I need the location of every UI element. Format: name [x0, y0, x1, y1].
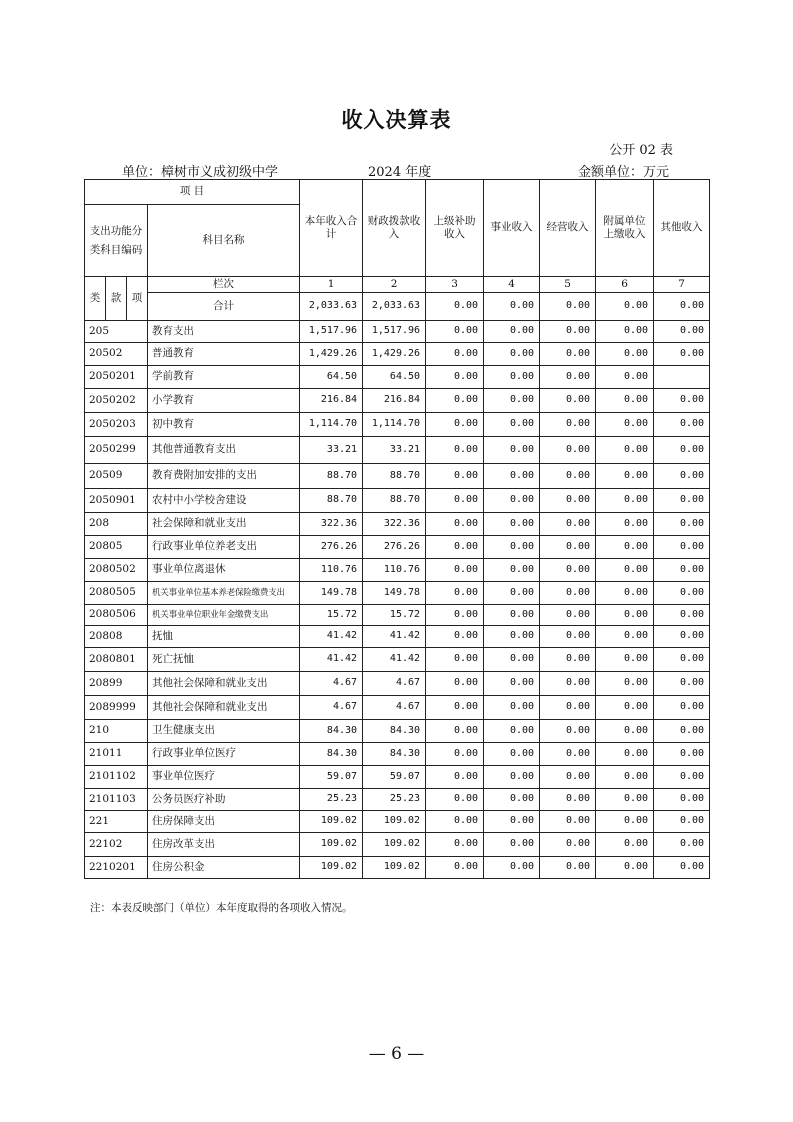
row-value: 0.00: [484, 559, 540, 582]
row-name: 公务员医疗补助: [148, 789, 300, 811]
row-value: 110.76: [300, 559, 363, 582]
lei-header: 类: [85, 277, 106, 321]
total-value: 0.00: [426, 293, 484, 321]
row-value: 322.36: [300, 513, 363, 536]
row-name: 事业单位离退休: [148, 559, 300, 582]
row-value: 0.00: [540, 789, 596, 811]
row-value: 0.00: [596, 605, 654, 626]
row-code: 20509: [85, 464, 148, 489]
row-code: 22102: [85, 833, 148, 857]
table-row: [85, 672, 710, 696]
row-value: 109.02: [300, 833, 363, 857]
total-value: 0.00: [540, 293, 596, 321]
total-label: 合计: [148, 293, 300, 321]
row-value: 1,517.96: [300, 321, 363, 343]
row-value: 0.00: [484, 366, 540, 389]
row-value: 1,114.70: [363, 413, 426, 437]
table-row: [85, 513, 710, 536]
table-row: [85, 648, 710, 672]
row-value: 4.67: [300, 672, 363, 696]
row-name: 事业单位医疗: [148, 766, 300, 789]
col-number: 7: [654, 277, 710, 293]
row-value: 25.23: [363, 789, 426, 811]
row-value: 0.00: [484, 437, 540, 464]
xiang-header: 项: [127, 277, 148, 321]
row-value: 0.00: [540, 413, 596, 437]
row-value: 109.02: [363, 857, 426, 879]
row-value: 109.02: [363, 811, 426, 833]
page-title: 收入决算表: [341, 108, 452, 132]
table-row: [85, 605, 710, 626]
row-value: 0.00: [426, 437, 484, 464]
row-value: 0.00: [540, 672, 596, 696]
row-value: 0.00: [654, 648, 710, 672]
row-code: 20808: [85, 626, 148, 648]
row-value: 0.00: [426, 489, 484, 513]
row-value: 0.00: [596, 437, 654, 464]
row-code: 20899: [85, 672, 148, 696]
row-value: 84.30: [300, 743, 363, 766]
row-name: 小学教育: [148, 389, 300, 413]
row-code: 2050201: [85, 366, 148, 389]
row-value: 0.00: [426, 389, 484, 413]
row-value: 0.00: [540, 437, 596, 464]
row-value: 84.30: [363, 720, 426, 743]
row-value: 216.84: [363, 389, 426, 413]
row-value: 322.36: [363, 513, 426, 536]
table-row: [85, 343, 710, 366]
row-value: 0.00: [654, 321, 710, 343]
row-value: 0.00: [596, 626, 654, 648]
row-value: 110.76: [363, 559, 426, 582]
row-value: 0.00: [484, 789, 540, 811]
row-code: 2101103: [85, 789, 148, 811]
row-value: 0.00: [540, 857, 596, 879]
row-value: 0.00: [426, 766, 484, 789]
row-value: 0.00: [596, 513, 654, 536]
row-value: 0.00: [596, 648, 654, 672]
col-number: 5: [540, 277, 596, 293]
row-value: 0.00: [654, 559, 710, 582]
row-code: 208: [85, 513, 148, 536]
row-name: 卫生健康支出: [148, 720, 300, 743]
total-value: 0.00: [654, 293, 710, 321]
row-value: 0.00: [596, 720, 654, 743]
col-header-affiliated-income: 附属单位上缴收入: [596, 180, 654, 277]
row-value: 0.00: [654, 696, 710, 720]
row-value: 0.00: [654, 489, 710, 513]
name-column-header: 科目名称: [148, 205, 300, 277]
col-header-other-income: 其他收入: [654, 180, 710, 277]
row-value: 0.00: [654, 343, 710, 366]
row-name: 农村中小学校舍建设: [148, 489, 300, 513]
row-name: 其他普通教育支出: [148, 437, 300, 464]
row-value: 84.30: [363, 743, 426, 766]
table-row: [85, 559, 710, 582]
row-name: 学前教育: [148, 366, 300, 389]
row-value: 0.00: [426, 833, 484, 857]
row-value: 41.42: [363, 626, 426, 648]
row-name: 初中教育: [148, 413, 300, 437]
table-row: [85, 857, 710, 879]
row-name: 住房改革支出: [148, 833, 300, 857]
table-row: [85, 366, 710, 389]
row-name: 其他社会保障和就业支出: [148, 672, 300, 696]
row-value: 0.00: [426, 366, 484, 389]
row-value: 0.00: [596, 766, 654, 789]
row-value: 0.00: [540, 559, 596, 582]
lanci-label: 栏次: [148, 277, 300, 293]
row-value: 0.00: [484, 720, 540, 743]
table-row: [85, 489, 710, 513]
total-value: 0.00: [484, 293, 540, 321]
row-value: 0.00: [484, 582, 540, 605]
row-value: 0.00: [596, 321, 654, 343]
row-value: 0.00: [484, 513, 540, 536]
table-row: [85, 582, 710, 605]
row-code: 221: [85, 811, 148, 833]
row-name: 机关事业单位基本养老保险缴费支出: [148, 582, 300, 605]
row-code: 2210201: [85, 857, 148, 879]
row-code: 205: [85, 321, 148, 343]
row-value: 0.00: [654, 513, 710, 536]
col-number: 3: [426, 277, 484, 293]
row-value: 0.00: [596, 559, 654, 582]
row-value: 0.00: [426, 672, 484, 696]
year-label: 2024 年度: [368, 165, 432, 180]
table-row: [85, 389, 710, 413]
total-value: 2,033.63: [363, 293, 426, 321]
row-value: 0.00: [484, 833, 540, 857]
row-value: 0.00: [540, 513, 596, 536]
row-value: 0.00: [596, 833, 654, 857]
row-value: 0.00: [540, 536, 596, 559]
kuan-header: 款: [106, 277, 127, 321]
row-value: 0.00: [484, 648, 540, 672]
row-name: 机关事业单位职业年金缴费支出: [148, 605, 300, 626]
row-value: 149.78: [363, 582, 426, 605]
row-value: 0.00: [540, 489, 596, 513]
row-value: 33.21: [300, 437, 363, 464]
row-code: 2089999: [85, 696, 148, 720]
row-value: 0.00: [426, 321, 484, 343]
row-code: 20805: [85, 536, 148, 559]
row-value: 0.00: [484, 743, 540, 766]
row-value: 0.00: [426, 513, 484, 536]
row-value: 0.00: [426, 605, 484, 626]
table-row: [85, 743, 710, 766]
row-value: 276.26: [363, 536, 426, 559]
row-value: 109.02: [300, 811, 363, 833]
row-value: 0.00: [426, 648, 484, 672]
row-value: 0.00: [484, 626, 540, 648]
row-value: 84.30: [300, 720, 363, 743]
row-value: 0.00: [540, 605, 596, 626]
row-value: 0.00: [654, 743, 710, 766]
row-value: 15.72: [363, 605, 426, 626]
row-value: 0.00: [596, 366, 654, 389]
row-value: 0.00: [426, 536, 484, 559]
table-row: [85, 626, 710, 648]
row-value: 0.00: [484, 389, 540, 413]
row-code: 2050901: [85, 489, 148, 513]
row-value: 0.00: [426, 626, 484, 648]
row-value: 0.00: [484, 811, 540, 833]
row-code: 2101102: [85, 766, 148, 789]
row-value: 0.00: [426, 343, 484, 366]
row-value: 0.00: [596, 696, 654, 720]
row-value: 59.07: [363, 766, 426, 789]
row-value: 0.00: [540, 720, 596, 743]
row-value: 0.00: [484, 857, 540, 879]
row-value: 0.00: [540, 626, 596, 648]
row-code: 21011: [85, 743, 148, 766]
row-value: 0.00: [484, 464, 540, 489]
row-value: 0.00: [484, 672, 540, 696]
code-column-header: 支出功能分类科目编码: [85, 205, 148, 277]
row-value: 88.70: [363, 489, 426, 513]
total-value: 2,033.63: [300, 293, 363, 321]
amount-unit-label: 金额单位：万元: [577, 165, 669, 180]
row-value: 1,429.26: [300, 343, 363, 366]
row-value: 41.42: [300, 648, 363, 672]
header-row-lanci: [85, 277, 710, 293]
row-value: 0.00: [596, 743, 654, 766]
row-value: 0.00: [426, 857, 484, 879]
row-value: 0.00: [596, 343, 654, 366]
row-value: 0.00: [540, 833, 596, 857]
header-row-project: [85, 180, 710, 205]
row-value: 0.00: [654, 833, 710, 857]
row-value: 0.00: [654, 857, 710, 879]
row-value: 4.67: [300, 696, 363, 720]
row-value: 64.50: [363, 366, 426, 389]
income-final-accounts-table: [84, 179, 710, 879]
col-header-total-income: 本年收入合计: [300, 180, 363, 277]
table-row: [85, 536, 710, 559]
row-value: 0.00: [484, 766, 540, 789]
row-name: 教育费附加安排的支出: [148, 464, 300, 489]
table-row: [85, 464, 710, 489]
row-value: 276.26: [300, 536, 363, 559]
row-value: 0.00: [540, 696, 596, 720]
row-code: 210: [85, 720, 148, 743]
row-value: 4.67: [363, 696, 426, 720]
row-value: 41.42: [363, 648, 426, 672]
row-value: 1,429.26: [363, 343, 426, 366]
row-value: 0.00: [596, 672, 654, 696]
row-value: 216.84: [300, 389, 363, 413]
row-name: 抚恤: [148, 626, 300, 648]
row-name: 教育支出: [148, 321, 300, 343]
row-value: 15.72: [300, 605, 363, 626]
table-row: [85, 437, 710, 464]
row-value: 0.00: [426, 720, 484, 743]
table-number: 公开 02 表: [609, 143, 673, 158]
table-row: [85, 766, 710, 789]
row-value: 59.07: [300, 766, 363, 789]
project-header: 项 目: [85, 180, 300, 205]
row-value: 0.00: [484, 605, 540, 626]
table-row: [85, 811, 710, 833]
row-code: 20502: [85, 343, 148, 366]
row-value: 0.00: [596, 536, 654, 559]
row-value: 0.00: [484, 413, 540, 437]
row-value: 0.00: [596, 413, 654, 437]
row-name: 其他社会保障和就业支出: [148, 696, 300, 720]
col-header-operating-income: 经营收入: [540, 180, 596, 277]
row-value: 0.00: [654, 605, 710, 626]
row-value: 0.00: [654, 626, 710, 648]
row-value: 0.00: [484, 321, 540, 343]
row-code: 2080505: [85, 582, 148, 605]
row-name: 行政事业单位养老支出: [148, 536, 300, 559]
row-value: 41.42: [300, 626, 363, 648]
col-header-business-income: 事业收入: [484, 180, 540, 277]
row-name: 社会保障和就业支出: [148, 513, 300, 536]
row-value: 1,517.96: [363, 321, 426, 343]
row-value: 0.00: [426, 559, 484, 582]
row-value: 0.00: [654, 811, 710, 833]
row-value: 0.00: [540, 648, 596, 672]
col-number: 2: [363, 277, 426, 293]
row-value: 0.00: [426, 789, 484, 811]
row-value: 109.02: [300, 857, 363, 879]
row-value: [654, 366, 710, 389]
row-code: 2080502: [85, 559, 148, 582]
row-value: 0.00: [426, 413, 484, 437]
col-number: 1: [300, 277, 363, 293]
row-value: 0.00: [426, 464, 484, 489]
row-value: 0.00: [654, 413, 710, 437]
row-value: 0.00: [654, 582, 710, 605]
row-value: 0.00: [484, 696, 540, 720]
page-number: — 6 —: [368, 1044, 425, 1064]
col-header-fiscal-appropriation: 财政拨款收入: [363, 180, 426, 277]
row-value: 0.00: [540, 582, 596, 605]
row-value: 0.00: [426, 582, 484, 605]
row-value: 0.00: [540, 366, 596, 389]
row-code: 2080506: [85, 605, 148, 626]
row-value: 88.70: [363, 464, 426, 489]
row-value: 0.00: [484, 536, 540, 559]
row-value: 0.00: [426, 811, 484, 833]
row-code: 2080801: [85, 648, 148, 672]
row-value: 0.00: [540, 811, 596, 833]
row-value: 0.00: [540, 389, 596, 413]
col-number: 6: [596, 277, 654, 293]
row-value: 0.00: [596, 789, 654, 811]
row-value: 0.00: [654, 389, 710, 413]
row-value: 0.00: [484, 343, 540, 366]
row-value: 0.00: [426, 743, 484, 766]
row-value: 109.02: [363, 833, 426, 857]
row-name: 普通教育: [148, 343, 300, 366]
row-value: 25.23: [300, 789, 363, 811]
row-value: 88.70: [300, 489, 363, 513]
table-row: [85, 789, 710, 811]
row-value: 0.00: [654, 789, 710, 811]
row-value: 1,114.70: [300, 413, 363, 437]
row-code: 2050202: [85, 389, 148, 413]
row-value: 64.50: [300, 366, 363, 389]
row-value: 0.00: [596, 464, 654, 489]
row-value: 0.00: [540, 321, 596, 343]
table-row: [85, 696, 710, 720]
row-value: 0.00: [596, 389, 654, 413]
row-code: 2050203: [85, 413, 148, 437]
unit-label: 单位：樟树市义成初级中学: [122, 165, 279, 180]
row-value: 149.78: [300, 582, 363, 605]
row-value: 0.00: [540, 464, 596, 489]
table-row: [85, 720, 710, 743]
row-value: 0.00: [426, 696, 484, 720]
row-value: 0.00: [596, 582, 654, 605]
row-value: 0.00: [596, 811, 654, 833]
total-row: [85, 293, 710, 321]
total-value: 0.00: [596, 293, 654, 321]
row-name: 住房保障支出: [148, 811, 300, 833]
table-row: [85, 413, 710, 437]
row-value: 33.21: [363, 437, 426, 464]
row-value: 0.00: [596, 857, 654, 879]
col-header-superior-subsidy: 上级补助收入: [426, 180, 484, 277]
row-value: 0.00: [654, 720, 710, 743]
row-value: 0.00: [596, 489, 654, 513]
row-value: 0.00: [540, 766, 596, 789]
row-value: 0.00: [484, 489, 540, 513]
table-row: [85, 833, 710, 857]
table-row: [85, 321, 710, 343]
row-value: 88.70: [300, 464, 363, 489]
row-name: 行政事业单位医疗: [148, 743, 300, 766]
row-value: 0.00: [654, 464, 710, 489]
row-value: 0.00: [654, 766, 710, 789]
row-value: 0.00: [654, 536, 710, 559]
footnote: 注：本表反映部门（单位）本年度取得的各项收入情况。: [90, 902, 353, 914]
row-name: 住房公积金: [148, 857, 300, 879]
col-number: 4: [484, 277, 540, 293]
row-value: 0.00: [540, 743, 596, 766]
row-value: 4.67: [363, 672, 426, 696]
row-value: 0.00: [654, 437, 710, 464]
row-code: 2050299: [85, 437, 148, 464]
row-value: 0.00: [540, 343, 596, 366]
row-value: 0.00: [654, 672, 710, 696]
row-name: 死亡抚恤: [148, 648, 300, 672]
